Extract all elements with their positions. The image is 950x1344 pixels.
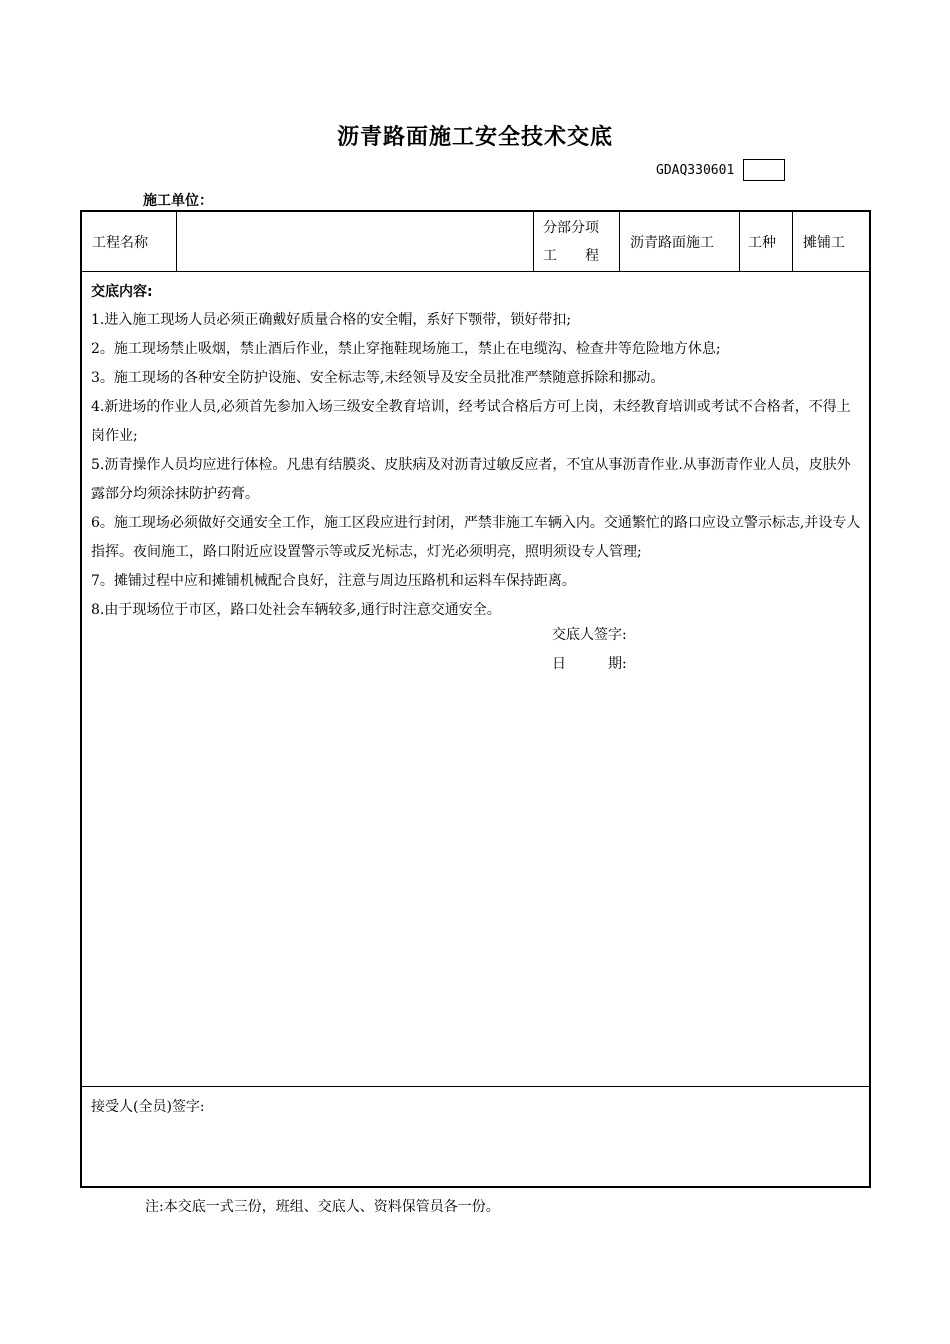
- divider: [176, 212, 177, 271]
- briefing-item: 5.沥青操作人员均应进行体检。凡患有结膜炎、皮肤病及对沥青过敏反应者，不宜从事沥青作业.从事沥青作业人员，皮肤外露部分均须涂抹防护药膏。: [91, 457, 851, 502]
- briefing-item: 6。施工现场必须做好交通安全工作，施工区段应进行封闭，严禁非施工车辆入内。交通繁忙的路口应设立警示标志,并设专人指挥。夜间施工，路口附近应设置警示等或反光标志，灯光必须明亮，照明须设专人管理;: [91, 515, 861, 560]
- content-label: 交底内容:: [91, 284, 153, 300]
- page-title: 沥青路面施工安全技术交底: [336, 125, 613, 150]
- subdivision-label-line2: 工 程: [543, 247, 599, 264]
- receiver-signature-label: 接受人(全员)签字:: [91, 1099, 205, 1115]
- divider: [619, 212, 620, 271]
- briefing-form: [80, 210, 871, 1188]
- signer-label: 交底人签字:: [552, 627, 627, 643]
- divider: [533, 212, 534, 271]
- briefing-items: [91, 306, 863, 625]
- footnote: 注:本交底一式三份，班组、交底人、资料保管员各一份。: [145, 1199, 500, 1215]
- project-name-value: [182, 212, 532, 271]
- date-label: 日 期:: [552, 656, 627, 672]
- divider: [792, 212, 793, 271]
- briefing-content: [82, 272, 869, 1087]
- construction-unit-label: 施工单位：: [143, 193, 213, 209]
- project-name-label: 工程名称: [92, 234, 148, 251]
- briefing-item: 8.由于现场位于市区，路口处社会车辆较多,通行时注意交通安全。: [91, 602, 501, 618]
- subdivision-value: 沥青路面施工: [630, 234, 714, 251]
- briefing-item: 4.新进场的作业人员,必须首先参加入场三级安全教育培训，经考试合格后方可上岗，未经教育培训或考试不合格者，不得上岗作业;: [91, 399, 851, 444]
- trade-label: 工种: [748, 234, 776, 251]
- doc-code-box: [743, 159, 785, 181]
- subdivision-label-line1: 分部分项: [543, 219, 599, 236]
- doc-code-text: GDAQ330601: [656, 162, 735, 178]
- briefing-item: 2。施工现场禁止吸烟，禁止酒后作业，禁止穿拖鞋现场施工，禁止在电缆沟、检查井等危险地方休息;: [91, 341, 721, 357]
- subdivision-label: [543, 212, 619, 271]
- form-header-row: [82, 212, 869, 272]
- doc-code: [656, 158, 785, 182]
- briefing-item: 7。摊铺过程中应和摊铺机械配合良好，注意与周边压路机和运料车保持距离。: [91, 573, 576, 589]
- divider: [739, 212, 740, 271]
- briefing-item: 3。施工现场的各种安全防护设施、安全标志等,未经领导及安全员批准严禁随意拆除和挪动。: [91, 370, 665, 386]
- trade-value: 摊铺工: [803, 234, 845, 251]
- briefing-item: 1.进入施工现场人员必须正确戴好质量合格的安全帽，系好下颚带，锁好带扣;: [91, 312, 572, 328]
